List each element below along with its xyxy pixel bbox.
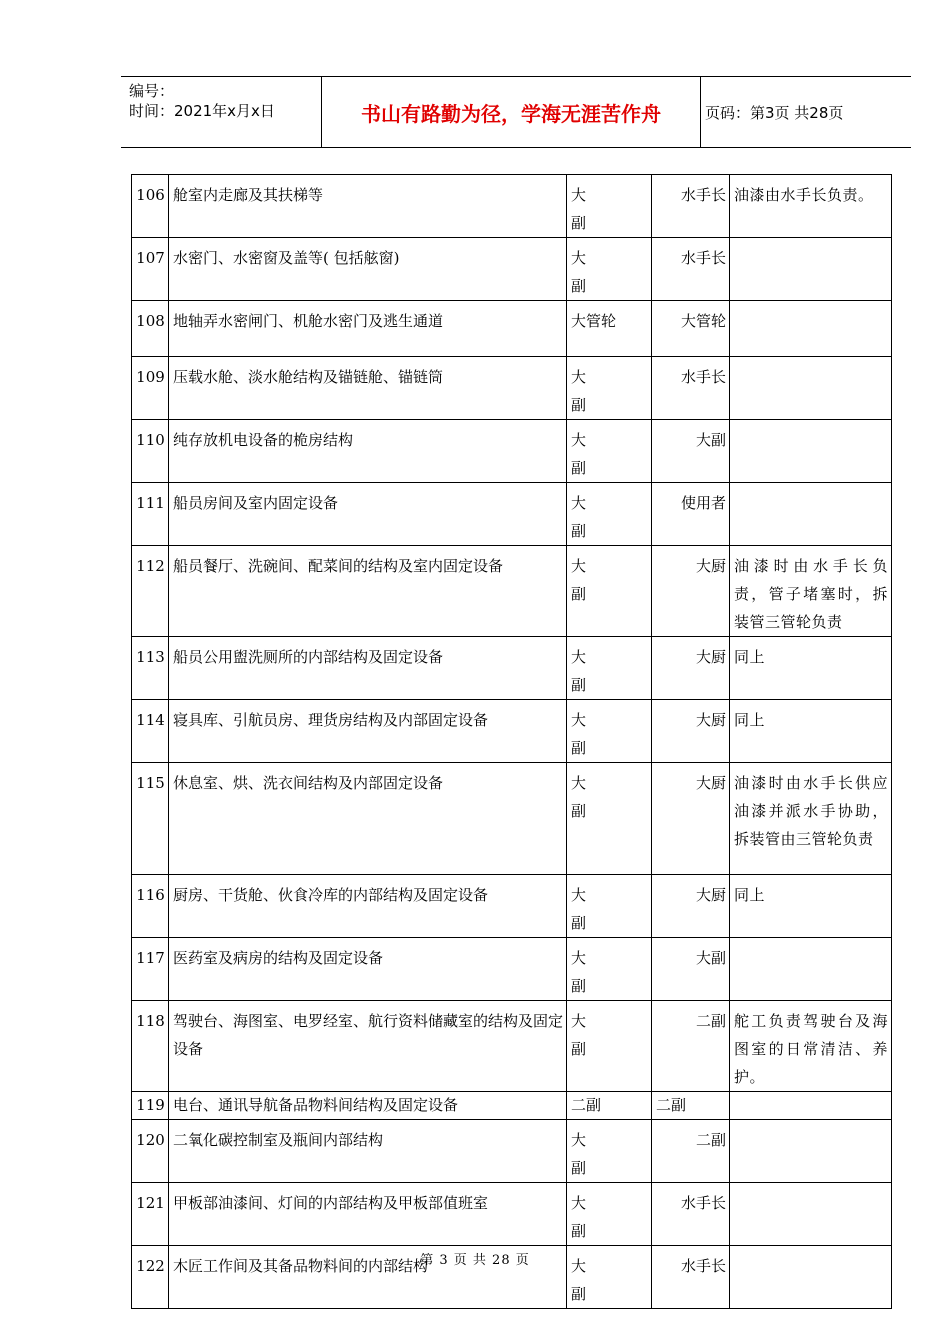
executor: 大厨: [652, 546, 730, 637]
responsible-person: 大副: [567, 357, 652, 420]
remark: 油漆时由水手长负责，管子堵塞时，拆装管三管轮负责: [730, 546, 892, 637]
responsible-person: 大管轮: [567, 301, 652, 357]
table-row: [132, 1001, 892, 1092]
item-description: 压载水舱、淡水舱结构及锚链舱、锚链筒: [169, 357, 567, 420]
table-row: [132, 238, 892, 301]
item-number: 120: [132, 1120, 169, 1183]
responsible-person: 大副: [567, 1120, 652, 1183]
header-page-label: 页码：第3页 共28页: [705, 103, 844, 122]
table-row: [132, 763, 892, 875]
remark: [730, 1092, 892, 1120]
item-number: 107: [132, 238, 169, 301]
responsible-person: 大副: [567, 1001, 652, 1092]
table-row: [132, 637, 892, 700]
executor: 大厨: [652, 763, 730, 875]
responsible-person: 大副: [567, 763, 652, 875]
remark: 同上: [730, 700, 892, 763]
responsible-person: 大副: [567, 1183, 652, 1246]
number-label: 编号：: [129, 82, 175, 100]
page-footer: 第 3 页 共 28 页: [420, 1253, 530, 1268]
remark: [730, 1120, 892, 1183]
table-row: [132, 1183, 892, 1246]
item-number: 118: [132, 1001, 169, 1092]
executor: 水手长: [652, 238, 730, 301]
item-description: 纯存放机电设备的桅房结构: [169, 420, 567, 483]
table-row: [132, 700, 892, 763]
item-number: 111: [132, 483, 169, 546]
table-row: [132, 483, 892, 546]
executor: 二副: [652, 1001, 730, 1092]
item-number: 109: [132, 357, 169, 420]
responsible-person: 二副: [567, 1092, 652, 1120]
item-description: 厨房、干货舱、伙食冷库的内部结构及固定设备: [169, 875, 567, 938]
table-row: [132, 1092, 892, 1120]
item-number: 117: [132, 938, 169, 1001]
remark: 同上: [730, 637, 892, 700]
remark: 同上: [730, 875, 892, 938]
item-number: 110: [132, 420, 169, 483]
item-description: 二氧化碳控制室及瓶间内部结构: [169, 1120, 567, 1183]
item-number: 112: [132, 546, 169, 637]
item-number: 121: [132, 1183, 169, 1246]
item-number: 116: [132, 875, 169, 938]
item-number: 119: [132, 1092, 169, 1120]
item-description: 电台、通讯导航备品物料间结构及固定设备: [169, 1092, 567, 1120]
executor: 水手长: [652, 1183, 730, 1246]
responsibility-table: [131, 174, 892, 1309]
executor: 水手长: [652, 1246, 730, 1309]
item-number: 122: [132, 1246, 169, 1309]
responsible-person: 大副: [567, 700, 652, 763]
remark: [730, 420, 892, 483]
item-description: 船员房间及室内固定设备: [169, 483, 567, 546]
responsible-person: 大副: [567, 420, 652, 483]
table-row: [132, 420, 892, 483]
item-description: 甲板部油漆间、灯间的内部结构及甲板部值班室: [169, 1183, 567, 1246]
responsible-person: 大副: [567, 483, 652, 546]
header-motto: 书山有路勤为径，学海无涯苦作舟: [321, 77, 701, 147]
item-description: 水密门、水密窗及盖等( 包括舷窗): [169, 238, 567, 301]
executor: 大厨: [652, 875, 730, 938]
item-description: 木匠工作间及其备品物料间的内部结构: [169, 1246, 567, 1309]
time-label: 时间：2021年x月x日: [129, 102, 275, 120]
responsible-person: 大副: [567, 1246, 652, 1309]
executor: 使用者: [652, 483, 730, 546]
item-number: 114: [132, 700, 169, 763]
remark: 油漆由水手长负责。: [730, 175, 892, 238]
remark: [730, 483, 892, 546]
item-description: 驾驶台、海图室、电罗经室、航行资料储藏室的结构及固定设备: [169, 1001, 567, 1092]
responsible-person: 大副: [567, 637, 652, 700]
remark: [730, 1183, 892, 1246]
remark: [730, 301, 892, 357]
item-description: 寝具库、引航员房、理货房结构及内部固定设备: [169, 700, 567, 763]
table-row: [132, 1120, 892, 1183]
item-description: 船员公用盥洗厕所的内部结构及固定设备: [169, 637, 567, 700]
executor: 大管轮: [652, 301, 730, 357]
item-description: 地轴弄水密闸门、机舱水密门及逃生通道: [169, 301, 567, 357]
item-number: 115: [132, 763, 169, 875]
table-row: [132, 546, 892, 637]
executor: 大厨: [652, 700, 730, 763]
table-row: [132, 175, 892, 238]
item-description: 船员餐厅、洗碗间、配菜间的结构及室内固定设备: [169, 546, 567, 637]
item-number: 108: [132, 301, 169, 357]
executor: 水手长: [652, 175, 730, 238]
item-description: 舱室内走廊及其扶梯等: [169, 175, 567, 238]
executor: 水手长: [652, 357, 730, 420]
remark: [730, 357, 892, 420]
responsible-person: 大副: [567, 238, 652, 301]
executor: 二副: [652, 1120, 730, 1183]
responsible-person: 大副: [567, 938, 652, 1001]
item-description: 医药室及病房的结构及固定设备: [169, 938, 567, 1001]
responsible-person: 大副: [567, 875, 652, 938]
remark: [730, 938, 892, 1001]
remark: 油漆时由水手长供应油漆并派水手协助，拆装管由三管轮负责: [730, 763, 892, 875]
table-row: [132, 357, 892, 420]
executor: 大副: [652, 420, 730, 483]
responsible-person: 大副: [567, 546, 652, 637]
responsible-person: 大副: [567, 175, 652, 238]
table-row: [132, 938, 892, 1001]
item-number: 113: [132, 637, 169, 700]
item-description: 休息室、烘、洗衣间结构及内部固定设备: [169, 763, 567, 875]
remark: [730, 238, 892, 301]
header-meta: [129, 81, 275, 121]
item-number: 106: [132, 175, 169, 238]
executor: 大副: [652, 938, 730, 1001]
executor: 二副: [652, 1092, 730, 1120]
table-row: [132, 301, 892, 357]
executor: 大厨: [652, 637, 730, 700]
table-row: [132, 875, 892, 938]
remark: 舵工负责驾驶台及海图室的日常清洁、养护。: [730, 1001, 892, 1092]
page-header: [121, 76, 911, 148]
